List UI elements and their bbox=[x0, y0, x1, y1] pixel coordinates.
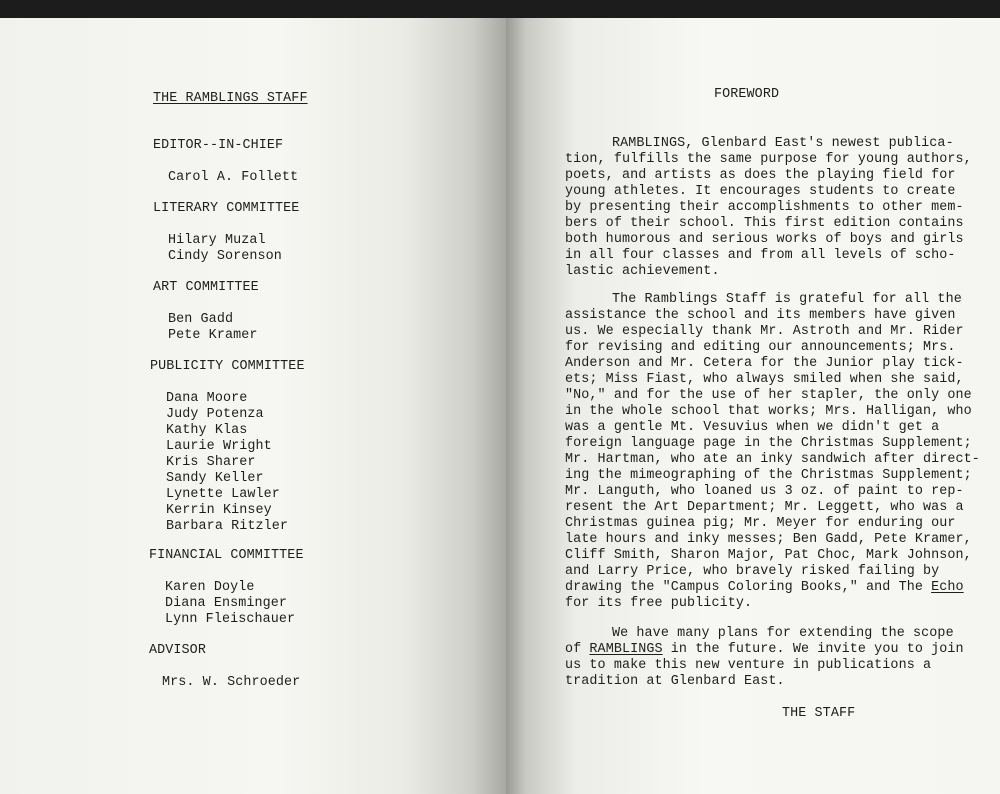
paragraph-line: Mr. Hartman, who ate an inky sandwich after direct- bbox=[565, 452, 980, 467]
section-heading-art: ART COMMITTEE bbox=[153, 280, 259, 295]
paragraph-line: for revising and editing our announcements; Mrs. bbox=[565, 340, 956, 355]
section-heading-advisor: ADVISOR bbox=[149, 643, 206, 658]
left-page bbox=[0, 18, 506, 794]
paragraph-line: RAMBLINGS, Glenbard East's newest publica- bbox=[612, 136, 954, 151]
paragraph-text: of bbox=[565, 642, 590, 657]
staff-member: Barbara Ritzler bbox=[166, 519, 289, 534]
foreword-title: FOREWORD bbox=[714, 87, 780, 102]
ramblings-title: RAMBLINGS bbox=[589, 642, 663, 657]
paragraph-line bbox=[565, 580, 964, 596]
staff-member: Kris Sharer bbox=[166, 455, 256, 470]
paragraph-line bbox=[565, 642, 964, 658]
paragraph-line: in all four classes and from all levels of scho- bbox=[565, 248, 956, 263]
paragraph-line: Mr. Languth, who loaned us 3 oz. of paint to rep- bbox=[565, 484, 964, 499]
section-heading-financial: FINANCIAL COMMITTEE bbox=[149, 548, 304, 563]
staff-member: Dana Moore bbox=[166, 391, 248, 406]
paragraph-line: bers of their school. This first edition contains bbox=[565, 216, 964, 231]
paragraph-line: resent the Art Department; Mr. Leggett, who was a bbox=[565, 500, 964, 515]
paragraph-line: in the whole school that works; Mrs. Halligan, who bbox=[565, 404, 972, 419]
section-heading-literary: LITERARY COMMITTEE bbox=[153, 201, 300, 216]
paragraph-line: tradition at Glenbard East. bbox=[565, 674, 785, 689]
paragraph-line: ing the mimeographing of the Christmas Supplement; bbox=[565, 468, 972, 483]
paragraph-line: poets, and artists as does the playing field for bbox=[565, 168, 956, 183]
paragraph-line: by presenting their accomplishments to other mem- bbox=[565, 200, 964, 215]
staff-member: Lynn Fleischauer bbox=[165, 612, 296, 627]
paragraph-line: The Ramblings Staff is grateful for all the bbox=[612, 292, 962, 307]
paragraph-line: us. We especially thank Mr. Astroth and Mr. Rider bbox=[565, 324, 964, 339]
paragraph-text: drawing the "Campus Coloring Books," and The bbox=[565, 580, 932, 595]
paragraph-line: We have many plans for extending the scope bbox=[612, 626, 954, 641]
right-page bbox=[506, 18, 1000, 794]
paragraph-line: young athletes. It encourages students to create bbox=[565, 184, 956, 199]
paragraph-line: for its free publicity. bbox=[565, 596, 753, 611]
paragraph-line: lastic achievement. bbox=[565, 264, 720, 279]
staff-member: Carol A. Follett bbox=[168, 170, 299, 185]
staff-member: Mrs. W. Schroeder bbox=[162, 675, 301, 690]
paragraph-line: assistance the school and its members have given bbox=[565, 308, 956, 323]
staff-member: Karen Doyle bbox=[165, 580, 255, 595]
staff-member: Cindy Sorenson bbox=[168, 249, 282, 264]
staff-member: Kathy Klas bbox=[166, 423, 248, 438]
paragraph-line: Cliff Smith, Sharon Major, Pat Choc, Mark Johnson, bbox=[565, 548, 972, 563]
paragraph-line: us to make this new venture in publications a bbox=[565, 658, 932, 673]
paragraph-line: both humorous and serious works of boys and girls bbox=[565, 232, 964, 247]
staff-member: Lynette Lawler bbox=[166, 487, 280, 502]
paragraph-line: Anderson and Mr. Cetera for the Junior play tick- bbox=[565, 356, 964, 371]
paragraph-line: Christmas guinea pig; Mr. Meyer for enduring our bbox=[565, 516, 956, 531]
paragraph-text: in the future. We invite you to join bbox=[662, 642, 964, 657]
staff-title: THE RAMBLINGS STAFF bbox=[153, 91, 308, 106]
paragraph-line: and Larry Price, who bravely risked failing by bbox=[565, 564, 940, 579]
echo-title: Echo bbox=[931, 580, 964, 595]
paragraph-line: ets; Miss Fiast, who always smiled when she said, bbox=[565, 372, 964, 387]
paragraph-line: tion, fulfills the same purpose for young authors, bbox=[565, 152, 972, 167]
staff-member: Kerrin Kinsey bbox=[166, 503, 272, 518]
staff-member: Diana Ensminger bbox=[165, 596, 288, 611]
paragraph-line: late hours and inky messes; Ben Gadd, Pete Kramer, bbox=[565, 532, 972, 547]
paragraph-line: "No," and for the use of her stapler, the only one bbox=[565, 388, 972, 403]
staff-member: Ben Gadd bbox=[168, 312, 234, 327]
staff-signature: THE STAFF bbox=[782, 706, 856, 721]
paragraph-line: foreign language page in the Christmas Supplement; bbox=[565, 436, 972, 451]
section-heading-editor: EDITOR--IN-CHIEF bbox=[153, 138, 284, 153]
staff-member: Laurie Wright bbox=[166, 439, 272, 454]
staff-member: Pete Kramer bbox=[168, 328, 258, 343]
staff-member: Hilary Muzal bbox=[168, 233, 266, 248]
section-heading-publicity: PUBLICITY COMMITTEE bbox=[150, 359, 305, 374]
paragraph-line: was a gentle Mt. Vesuvius when we didn't get a bbox=[565, 420, 940, 435]
staff-member: Judy Potenza bbox=[166, 407, 264, 422]
staff-member: Sandy Keller bbox=[166, 471, 264, 486]
